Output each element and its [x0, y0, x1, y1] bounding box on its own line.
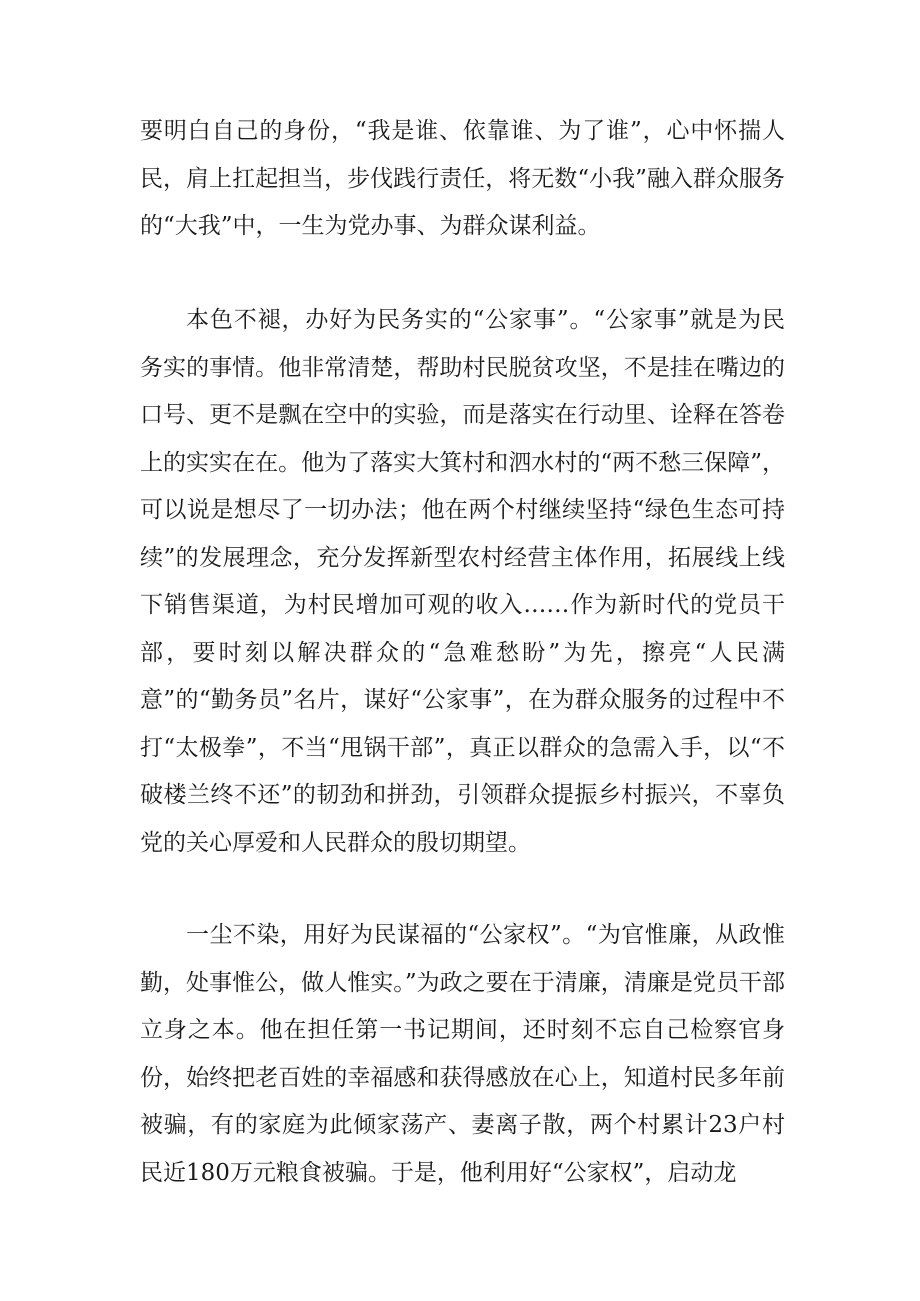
paragraph-2-text: 本色不褪，办好为民务实的“公家事”。“公家事”就是为民务实的事情。他非常清楚，帮助村民脱贫攻坚，不是挂在嘴边的口号、更不是飘在空中的实验，而是落实在行动里、诠释在答卷上的实实在在。他为了落实大箕村和泗水村的“两不愁三保障”，可以说是想尽了一切办法；他在两个村继续坚持“绿色生态可持续”的发展理念，充分发挥新型农村经营主体作用，拓展线上线下销售渠道，为村民增加可观的收入……作为新时代的党员干部，要时刻以解决群众的“急难愁盼”为先，擦亮“人民满意”的“勤务员”名片，谋好“公家事”，在为群众服务的过程中不打“太极拳”，不当“甩锅干部”，真正以群众的急需入手，以“不破楼兰终不还”的韧劲和拼劲，引领群众提振乡村振兴，不辜负党的关心厚爱和人民群众的殷切期望。: [140, 307, 785, 856]
paragraph-3-text: 一尘不染，用好为民谋福的“公家权”。“为官惟廉，从政惟勤，处事惟公，做人惟实。”为政之要在于清廉，清廉是党员干部立身之本。他在担任第一书记期间，还时刻不忘自己检察官身份，始终把老百姓的幸福感和获得感放在心上，知道村民多年前被骗，有的家庭为此倾家荡产、妻离子散，两个村累计23户村民近180万元粮食被骗。于是，他利用好“公家权”，启动龙: [140, 922, 785, 1186]
paragraph-continuation: [140, 108, 785, 251]
paragraph-public-affairs: [140, 297, 785, 867]
paragraph-public-power: [140, 912, 785, 1197]
paragraph-1-text: 要明白自己的身份，“我是谁、依靠谁、为了谁”，心中怀揣人民，肩上扛起担当，步伐践行责任，将无数“小我”融入群众服务的“大我”中，一生为党办事、为群众谋利益。: [140, 118, 785, 239]
